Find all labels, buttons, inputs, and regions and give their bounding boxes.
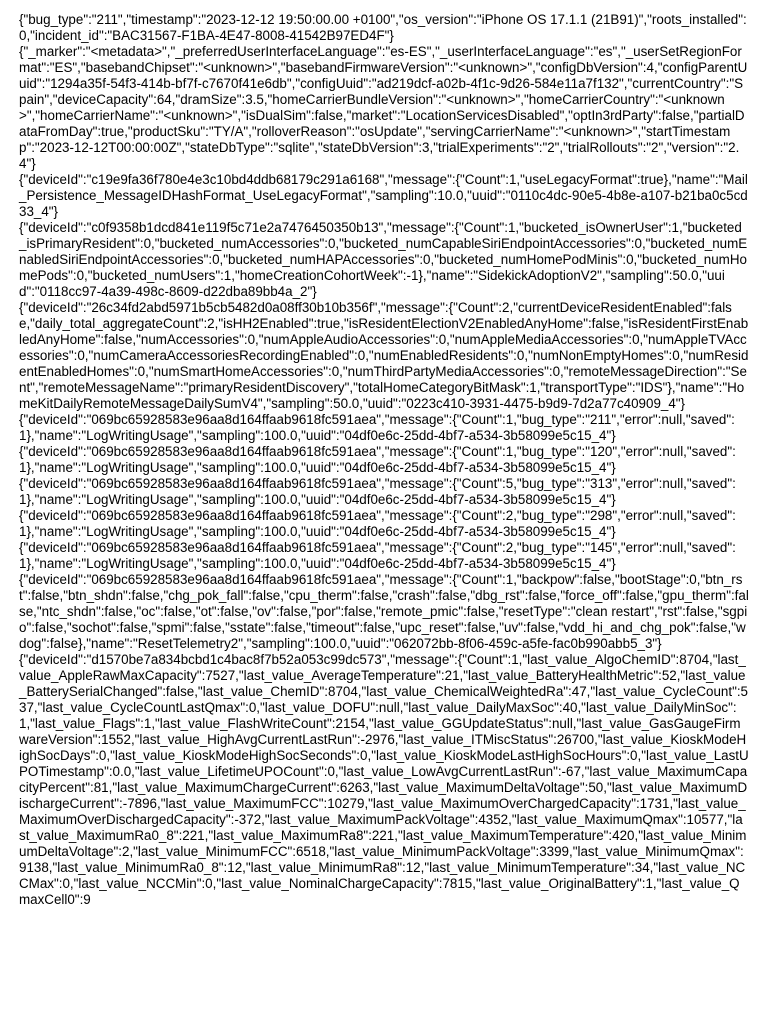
log-entry-reset-telemetry: {"deviceId":"069bc65928583e96aa8d164ffaab9618fc591aea","message":{"Count":1,"backpow":false,"bootStage":0,"btn_rst":false,"btn_shdn":false,"chg_pok_fall":false,"cpu_therm":false,"crash":false,"dbg_rst":false,"force_off":false,"gpu_therm":false,"ntc_shdn":false,"oc":false,"ot":false,"ov":false,"por":false,"remote_pmic":false,"resetType":"clean restart","rst":false,"sgpio":false,"sochot":false,"spmi":false,"sstate":false,"timeout":false,"upc_reset":false,"uv":false,"vdd_hi_and_chg_pok":false,"wdog":false},"name":"ResetTelemetry2","sampling":100.0,"uuid":"062072bb-8f06-459c-a5fe-fac0b990abb5_3"} — [19, 572, 749, 651]
log-entry-battery-telemetry: {"deviceId":"d1570be7a834bcbd1c4bac8f7b52a053c99dc573","message":{"Count":1,"last_value_AlgoChemID":8704,"last_value_AppleRawMaxCapacity":7527,"last_value_AverageTemperature":21,"last_value_BatteryHealthMetric":52,"last_value_BatterySerialChanged":false,"last_value_ChemID":8704,"last_value_ChemicalWeightedRa":47,"last_value_CycleCount":537,"last_value_CycleCountLastQmax":0,"last_value_DOFU":null,"last_value_DailyMaxSoc":40,"last_value_DailyMinSoc":1,"last_value_Flags":1,"last_value_FlashWriteCount":2154,"last_value_GGUpdateStatus":null,"last_value_GasGaugeFirmwareVersion":1552,"last_value_HighAvgCurrentLastRun":-2976,"last_value_ITMiscStatus":26700,"last_value_KioskModeHighSocDays":0,"last_value_KioskModeHighSocSeconds":0,"last_value_KioskModeLastHighSocHours":0,"last_value_LastUPOTimestamp":0.0,"last_value_LifetimeUPOCount":0,"last_value_LowAvgCurrentLastRun":-67,"last_value_MaximumCapacityPercent":81,"last_value_MaximumChargeCurrent":6263,"last_value_MaximumDeltaVoltage":50,"last_value_MaximumDischargeCurrent":-7896,"last_value_MaximumFCC":10279,"last_value_MaximumOverChargedCapacity":1731,"last_value_MaximumOverDischargedCapacity":-372,"last_value_MaximumPackVoltage":4352,"last_value_MaximumQmax":10577,"last_value_MaximumRa0_8":221,"last_value_MaximumRa8":221,"last_value_MaximumTemperature":420,"last_value_MinimumDeltaVoltage":2,"last_value_MinimumFCC":6518,"last_value_MinimumPackVoltage":3399,"last_value_MinimumQmax":9138,"last_value_MinimumRa0_8":12,"last_value_MinimumRa8":12,"last_value_MinimumTemperature":34,"last_value_NCCMax":0,"last_value_NCCMin":0,"last_value_NominalChargeCapacity":7815,"last_value_OriginalBattery":1,"last_value_QmaxCell0":9 — [19, 652, 749, 907]
log-entry-homekit-remote-message: {"deviceId":"26c34fd2abd5971b5cb5482d0a08ff30b10b356f","message":{"Count":2,"currentDeviceResidentEnabled":false,"daily_total_aggregateCount":2,"isHH2Enabled":true,"isResidentElectionV2EnabledAnyHome":false,"isResidentFirstEnabledAnyHome":false,"numAccessories":0,"numAppleAudioAccessories":0,"numAppleMediaAccessories":0,"numAppleTVAccessories":0,"numCameraAccessoriesRecordingEnabled":0,"numEnabledResidents":0,"numNonEmptyHomes":0,"numResidentEnabledHomes":0,"numSmartHomeAccessories":0,"numThirdPartyMediaAccessories":0,"remoteMessageDirection":"Sent","remoteMessageName":"primaryResidentDiscovery","totalHomeCategoryBitMask":1,"transportType":"IDS"},"name":"HomeKitDailyRemoteMessageDailySumV4","sampling":50.0,"uuid":"0223c410-3931-4475-b9d9-7d2a77c40909_4"} — [19, 300, 749, 411]
log-entry-metadata: {"_marker":"<metadata>","_preferredUserInterfaceLanguage":"es-ES","_userInterfaceLanguage":"es","_userSetRegionFormat":"ES","basebandChipset":"<unknown>","basebandFirmwareVersion":"<unknown>","configDbVersion":4,"configParentUuid":"1294a35f-54f3-414b-bf7f-c7670f41e6db","configUuid":"ad219dcf-a02b-4f1c-9d26-584e11a7f132","currentCountry":"Spain","deviceCapacity":64,"dramSize":3.5,"homeCarrierBundleVersion":"<unknown>","homeCarrierCountry":"<unknown>","homeCarrierName":"<unknown>","isDualSim":false,"market":"LocationServicesDisabled","optIn3rdParty":false,"partialDataFromDay":true,"productSku":"TY/A","rolloverReason":"osUpdate","servingCarrierName":"<unknown>","startTimestamp":"2023-12-12T00:00:00Z","stateDbType":"sqlite","stateDbVersion":3,"trialExperiments":"2","trialRollouts":"2","version":"2.4"} — [19, 44, 748, 171]
log-entry-crash-header: {"bug_type":"211","timestamp":"2023-12-12 19:50:00.00 +0100","os_version":"iPhone OS 17.1.1 (21B91)","roots_installed":0,"incident_id":"BAC31567-F1BA-4E47-8008-41542B97ED4F"} — [19, 12, 747, 43]
log-entry-log-writing-usage-298: {"deviceId":"069bc65928583e96aa8d164ffaab9618fc591aea","message":{"Count":2,"bug_type":"298","error":null,"saved":1},"name":"LogWritingUsage","sampling":100.0,"uuid":"04df0e6c-25dd-4bf7-a534-3b58099e5c15_4"} — [19, 508, 736, 539]
log-entry-log-writing-usage-145: {"deviceId":"069bc65928583e96aa8d164ffaab9618fc591aea","message":{"Count":2,"bug_type":"145","error":null,"saved":1},"name":"LogWritingUsage","sampling":100.0,"uuid":"04df0e6c-25dd-4bf7-a534-3b58099e5c15_4"} — [19, 540, 736, 571]
log-entry-log-writing-usage-211: {"deviceId":"069bc65928583e96aa8d164ffaab9618fc591aea","message":{"Count":1,"bug_type":"211","error":null,"saved":1},"name":"LogWritingUsage","sampling":100.0,"uuid":"04df0e6c-25dd-4bf7-a534-3b58099e5c15_4"} — [19, 412, 735, 443]
log-entry-sidekick-adoption: {"deviceId":"c0f9358b1dcd841e119f5c71e2a7476450350b13","message":{"Count":1,"bucketed_isOwnerUser":1,"bucketed_isPrimaryResident":0,"bucketed_numAccessories":0,"bucketed_numCapableSiriEndpointAccessories":0,"bucketed_numEnabledSiriEndpointAccessories":0,"bucketed_numHAPAccessories":0,"bucketed_numHomePodMinis":0,"bucketed_numHomePods":0,"bucketed_numUsers":1,"homeCreationCohortWeek":-1},"name":"SidekickAdoptionV2","sampling":50.0,"uuid":"0118cc97-4a39-498c-8609-d22dba89bb4a_2"} — [19, 220, 748, 299]
log-entry-log-writing-usage-120: {"deviceId":"069bc65928583e96aa8d164ffaab9618fc591aea","message":{"Count":1,"bug_type":"120","error":null,"saved":1},"name":"LogWritingUsage","sampling":100.0,"uuid":"04df0e6c-25dd-4bf7-a534-3b58099e5c15_4"} — [19, 444, 736, 475]
log-entry-log-writing-usage-313: {"deviceId":"069bc65928583e96aa8d164ffaab9618fc591aea","message":{"Count":5,"bug_type":"313","error":null,"saved":1},"name":"LogWritingUsage","sampling":100.0,"uuid":"04df0e6c-25dd-4bf7-a534-3b58099e5c15_4"} — [19, 476, 736, 507]
log-entry-mail-persistence: {"deviceId":"c19e9fa36f780e4e3c10bd4ddb68179c291a6168","message":{"Count":1,"useLegacyFormat":true},"name":"Mail_Persistence_MessageIDHashFormat_UseLegacyFormat","sampling":10.0,"uuid":"0110c4dc-90e5-4b8e-a107-b21ba0c5cd33_4"} — [19, 172, 748, 219]
